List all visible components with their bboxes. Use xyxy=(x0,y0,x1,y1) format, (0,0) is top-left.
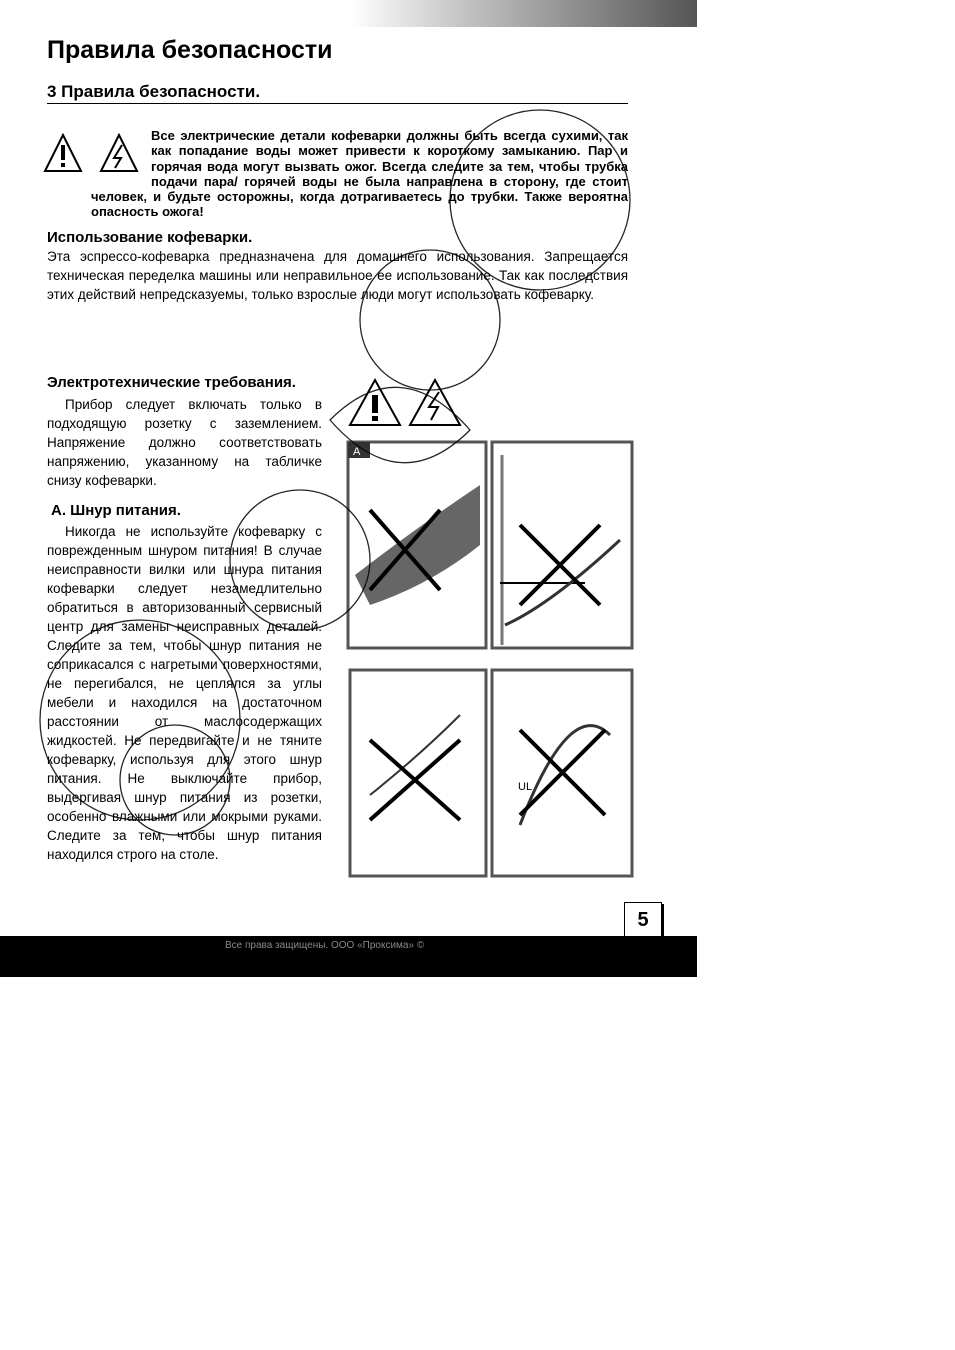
figure-label: A xyxy=(353,446,361,458)
hazard-icons-pair xyxy=(350,380,460,425)
footer-bar xyxy=(0,936,697,977)
cord-paragraph: Никогда не используйте кофеварку с поврежденным шнуром питания! В случае неисправности вилки или шнура питания кофеварки следует незамедлительно обратиться в авторизованный сервисный центр для замены неисправных деталей. Следите за тем, чтобы шнур питания не соприкасался с нагретыми поверхностями, не перегибался, не цеплялся за углы мебели и находился на достаточном расстоянии от маслосодержащих жидкостей. Не передвигайте и не тяните кофеварку, используя для этого шнур питания. Не выключайте прибор, выдергивая шнур питания из розетки, особенно влажными или мокрыми руками. Следите за тем, чтобы шнур питания находился строго на столе. xyxy=(47,524,322,862)
exclamation-warning-icon xyxy=(45,135,81,171)
usage-paragraph: Эта эспрессо-кофеварка предназначена для домашнего использования. Запрещается техническая переделка машины или неправильное ее использование. Так как последствия этих действий непредсказуемы, только взрослые люди могут использовать кофеварку. xyxy=(47,249,628,302)
figure-cord-hot-surface xyxy=(492,442,632,648)
usage-heading: Использование кофеварки. xyxy=(47,229,253,246)
electrical-heading: Электротехнические требования. xyxy=(47,374,296,391)
page-title: Правила безопасности xyxy=(47,36,333,64)
page-number: 5 xyxy=(624,902,662,938)
safety-warning-text: Все электрические детали кофеварки должны быть всегда сухими, так как попадание воды может привести к короткому замыканию. Пар и горячая вода могут вызвать ожог. Всегда следите за тем, чтобы трубка подачи пара/ горячей воды не была направлена в сторону, где стоит человек, и будьте осторожны, когда дотрагиваетесь до трубки. Также вероятна опасность ожога! xyxy=(91,128,628,220)
cord-heading: А. Шнур питания. xyxy=(51,502,181,519)
header-gradient-bar xyxy=(350,0,697,27)
figure-cord-near-liquid xyxy=(350,670,486,876)
section-heading: 3 Правила безопасности. xyxy=(47,82,628,104)
footer-copyright: Все права защищены. ООО «Проксима» © xyxy=(225,940,425,951)
electrical-paragraph: Прибор следует включать только в подходящую розетку с заземлением. Напряжение должно соответствовать напряжению, указанному на табличке снизу кофеварки. xyxy=(47,397,322,488)
ul-label: UL xyxy=(518,781,533,793)
figure-cord-pulling xyxy=(492,670,632,876)
figure-damaged-cord xyxy=(348,442,486,648)
cord-safety-illustrations xyxy=(340,375,640,880)
